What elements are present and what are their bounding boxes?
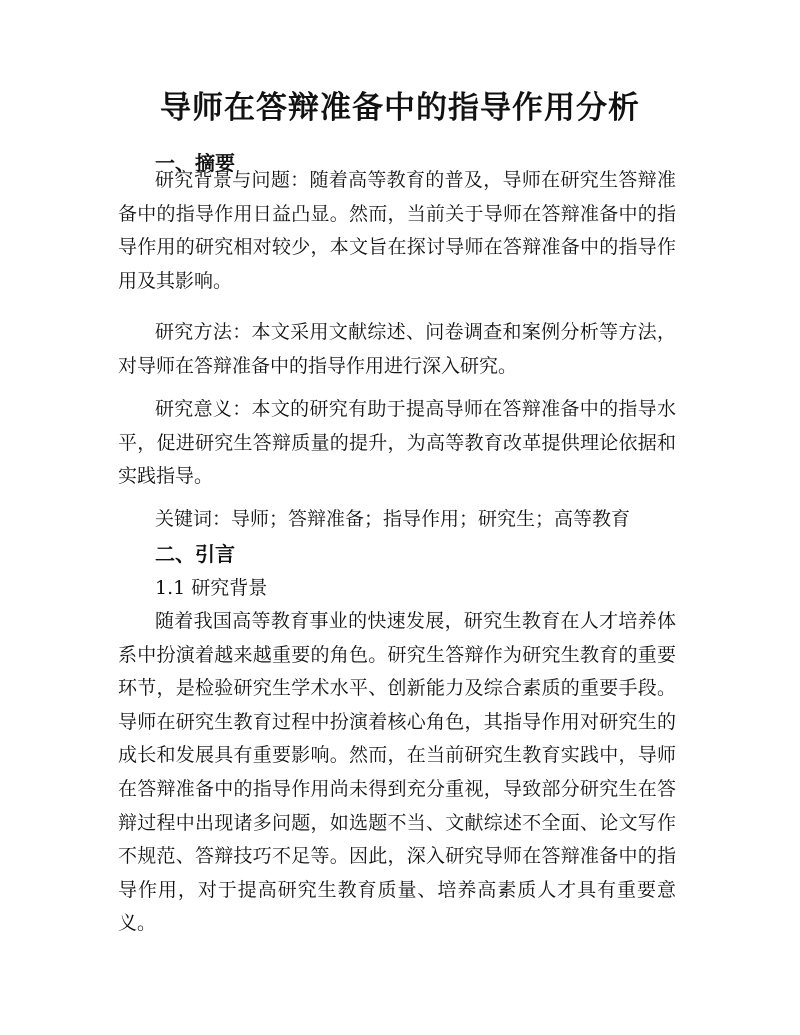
document-title: 导师在答辩准备中的指导作用分析 [160, 90, 640, 126]
background-paragraph: 随着我国高等教育事业的快速发展，研究生教育在人才培养体系中扮演着越来越重要的角色。研究生答辩作为研究生教育的重要环节，是检验研究生学术水平、创新能力及综合素质的重要手段。导师在研究生教育过程中扮演着核心角色，其指导作用对研究生的成长和发展具有重要影响。然而，在当前研究生教育实践中，导师在答辩准备中的指导作用尚未得到充分重视，导致部分研究生在答辩过程中出现诸多问题，如选题不当、文献综述不全面、论文写作不规范、答辩技巧不足等。因此，深入研究导师在答辩准备中的指导作用，对于提高研究生教育质量、培养高素质人才具有重要意义。 [118, 610, 676, 935]
abstract-background-paragraph: 研究背景与问题：随着高等教育的普及，导师在研究生答辩准备中的指导作用日益凸显。然而，当前关于导师在答辩准备中的指导作用的研究相对较少，本文旨在探讨导师在答辩准备中的指导作用及其影响。 [118, 169, 676, 292]
keywords-line: 关键词：导师；答辩准备；指导作用；研究生；高等教育 [155, 508, 631, 530]
abstract-method-paragraph: 研究方法：本文采用文献综述、问卷调查和案例分析等方法，对导师在答辩准备中的指导作用进行深入研究。 [118, 321, 676, 377]
introduction-heading: 二、引言 [155, 542, 235, 566]
section-1-1-heading: 1.1 研究背景 [155, 577, 268, 599]
abstract-heading: 一、摘要 [155, 151, 235, 175]
abstract-significance-paragraph: 研究意义：本文的研究有助于提高导师在答辩准备中的指导水平，促进研究生答辩质量的提升，为高等教育改革提供理论依据和实践指导。 [118, 398, 676, 488]
